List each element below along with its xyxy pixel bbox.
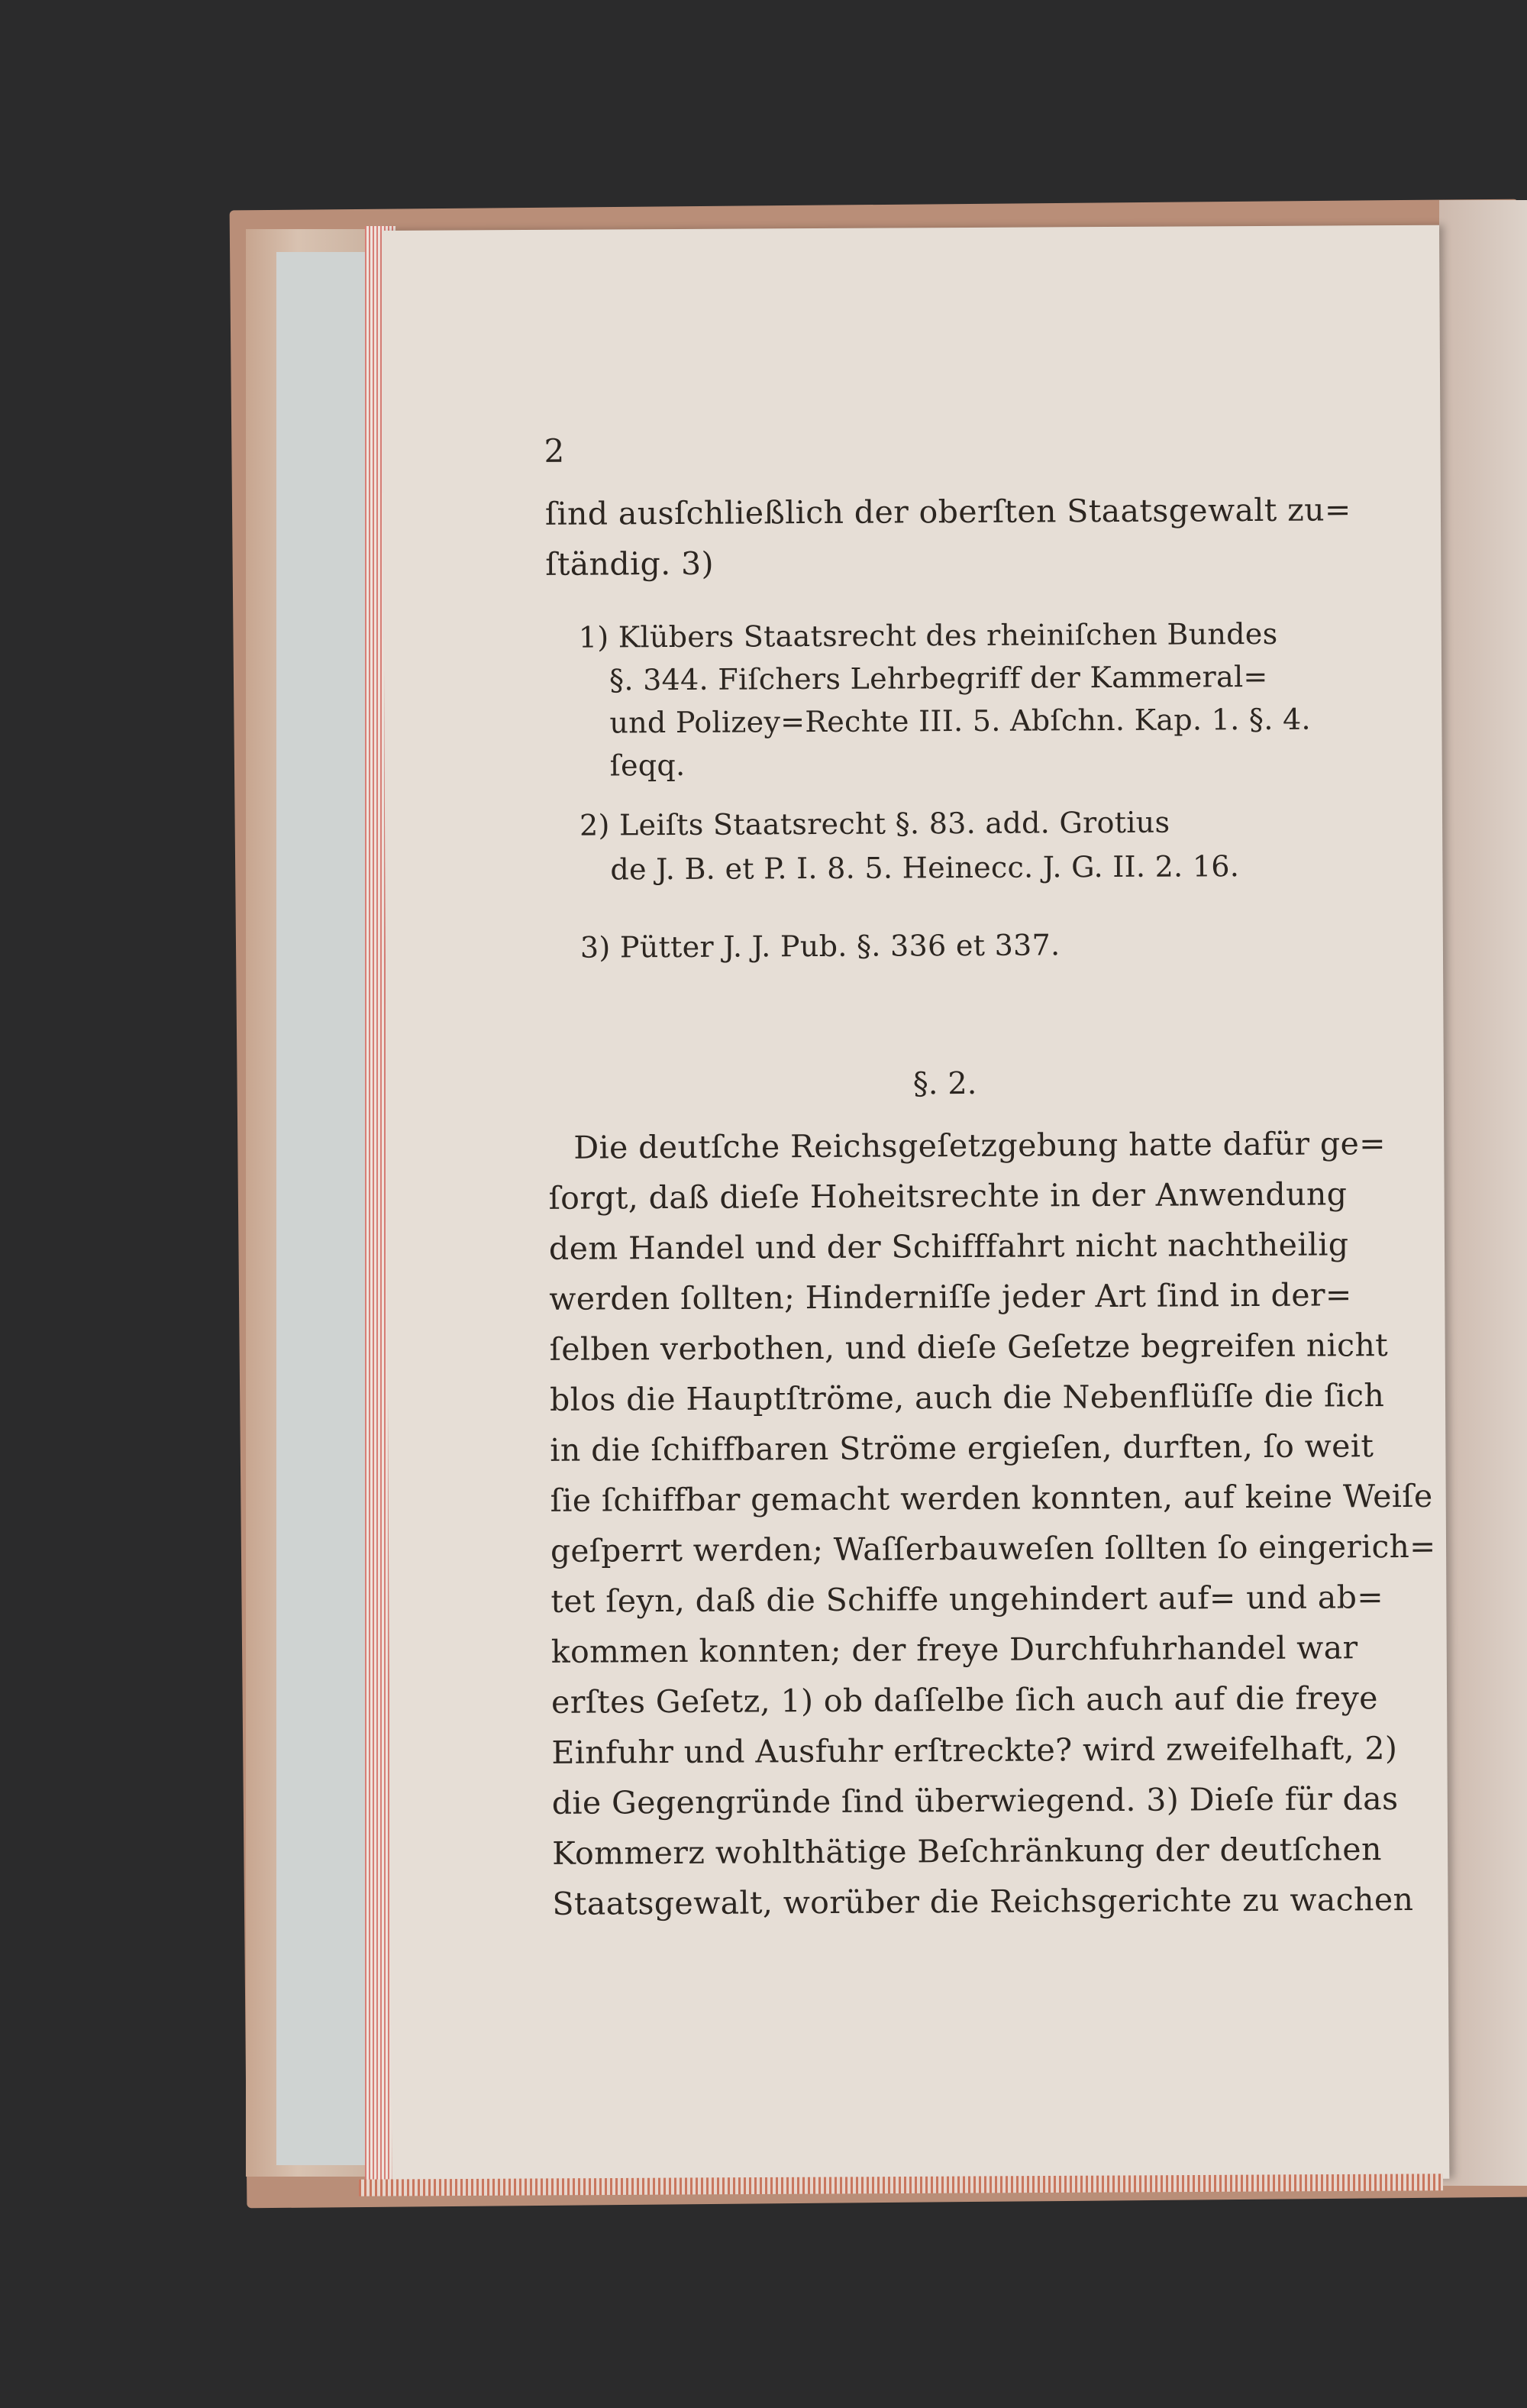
section-line: blos die Hauptſtröme, auch die Nebenflüſſe die ſich bbox=[549, 1377, 1385, 1418]
footnote-2-line: 2) Leiſts Staatsrecht §. 83. add. Grotius bbox=[579, 805, 1170, 842]
section-line: ſie ſchiffbar gemacht werden konnten, auf keine Weiſe bbox=[550, 1477, 1433, 1519]
intro-line: ſind ausſchließlich der oberſten Staatsgewalt zu= bbox=[544, 491, 1351, 532]
page-number: 2 bbox=[544, 432, 565, 470]
section-line: ſelben verbothen, und dieſe Geſetze begreifen nicht bbox=[549, 1327, 1389, 1368]
footnote-3-line: 3) Pütter J. J. Pub. §. 336 et 337. bbox=[579, 928, 1061, 965]
footnote-1-line: 1) Klübers Staatsrecht des rheiniſchen Bundes bbox=[578, 616, 1278, 655]
section-line: werden ſollten; Hinderniſſe jeder Art ſind in der= bbox=[549, 1276, 1352, 1317]
section-line: kommen konnten; der freye Durchfuhrhandel war bbox=[550, 1629, 1358, 1670]
section-line: Die deutſche Reichsgeſetzgebung hatte dafür ge= bbox=[573, 1125, 1387, 1166]
footnote-2-line: de J. B. et P. I. 8. 5. Heinecc. J. G. II. 2. 16. bbox=[610, 849, 1240, 887]
section-line: die Gegengründe ſind überwiegend. 3) Dieſe für das bbox=[551, 1780, 1399, 1821]
footnote-1-line: und Polizey=Rechte III. 5. Abſchn. Kap. 1. §. 4. bbox=[609, 702, 1311, 740]
section-line: dem Handel und der Schifffahrt nicht nachtheilig bbox=[548, 1226, 1349, 1267]
pastedown-paper bbox=[276, 252, 376, 2165]
next-page-edge bbox=[1439, 200, 1527, 2186]
section-line: erſtes Geſetz, 1) ob daſſelbe ſich auch auf die freye bbox=[550, 1679, 1378, 1721]
intro-line: ſtändig. 3) bbox=[545, 545, 715, 583]
section-line: in die ſchiffbaren Ströme ergieſen, durften, ſo weit bbox=[550, 1427, 1374, 1469]
section-line: tet ſeyn, daß die Schiffe ungehindert auf= und ab= bbox=[550, 1579, 1384, 1620]
section-line: ſorgt, daß dieſe Hoheitsrechte in der Anwendung bbox=[548, 1175, 1348, 1217]
section-line: geſperrt werden; Waſſerbauweſen ſollten ſo eingerich= bbox=[550, 1527, 1436, 1569]
footnote-1-line: ſeqq. bbox=[609, 748, 686, 783]
section-line: Einfuhr und Ausfuhr erſtreckte? wird zweifelhaft, 2) bbox=[551, 1730, 1398, 1771]
section-line: Kommerz wohlthätige Beſchränkung der deutſchen bbox=[552, 1831, 1382, 1872]
section-line: Staatsgewalt, worüber die Reichsgerichte zu wachen bbox=[552, 1880, 1414, 1922]
printed-page bbox=[382, 225, 1449, 2184]
section-heading: §. 2. bbox=[912, 1065, 977, 1102]
footnote-1-line: §. 344. Fiſchers Lehrbegriff der Kammeral= bbox=[609, 659, 1268, 697]
